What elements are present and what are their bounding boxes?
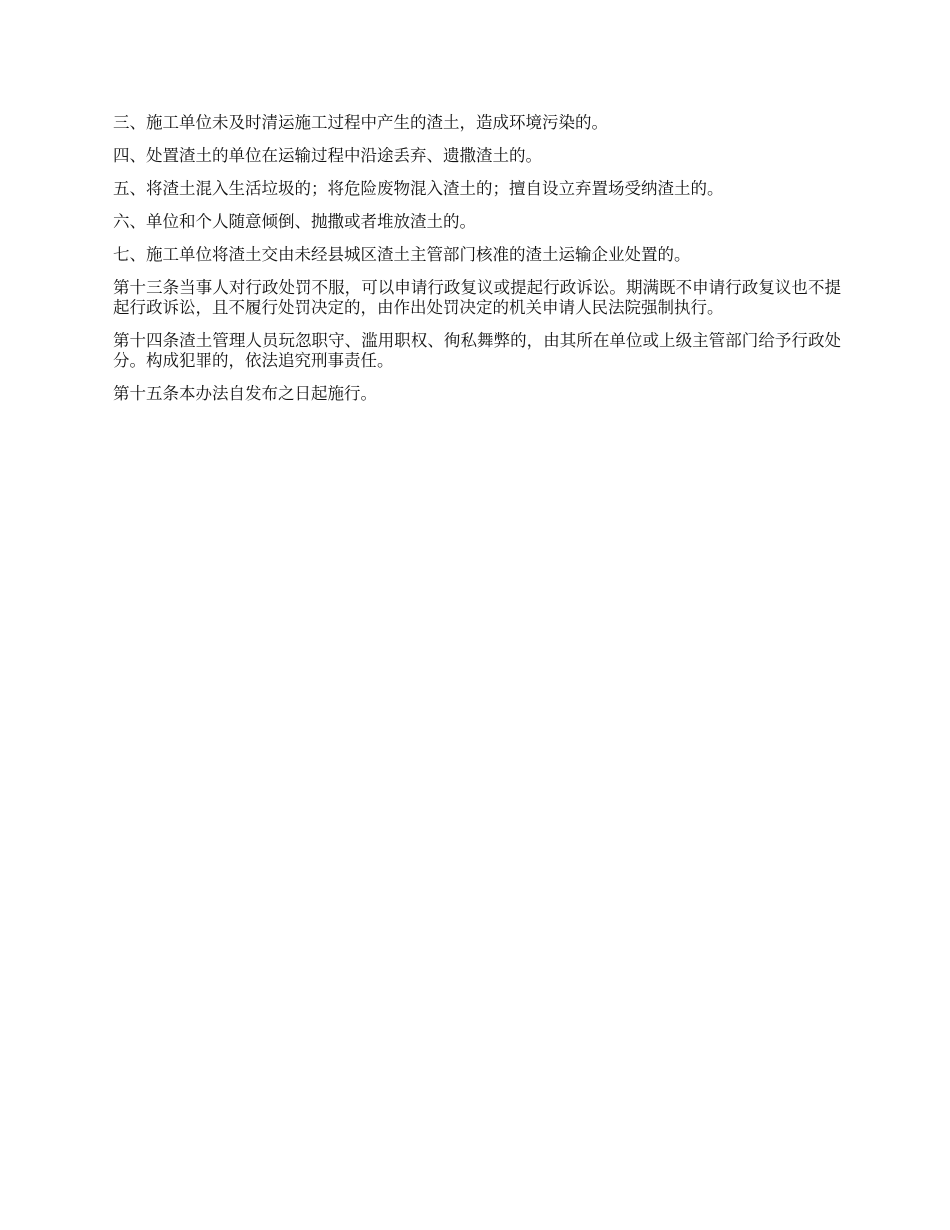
clause-item-4: 四、处置渣土的单位在运输过程中沿途丢弃、遗撒渣土的。 <box>113 146 542 165</box>
clause-item-6: 六、单位和个人随意倾倒、抛撒或者堆放渣土的。 <box>113 212 476 231</box>
article-15: 第十五条本办法自发布之日起施行。 <box>113 384 377 403</box>
document-body <box>113 113 841 417</box>
clause-item-5: 五、将渣土混入生活垃圾的；将危险废物混入渣土的；擅自设立弃置场受纳渣土的。 <box>113 179 724 198</box>
clause-item-3: 三、施工单位未及时清运施工过程中产生的渣土，造成环境污染的。 <box>113 113 608 132</box>
article-14: 第十四条渣土管理人员玩忽职守、滥用职权、徇私舞弊的，由其所在单位或上级主管部门给予行政处分。构成犯罪的，依法追究刑事责任。 <box>113 331 841 370</box>
clause-item-7: 七、施工单位将渣土交由未经县城区渣土主管部门核准的渣土运输企业处置的。 <box>113 245 691 264</box>
article-13: 第十三条当事人对行政处罚不服，可以申请行政复议或提起行政诉讼。期满既不申请行政复议也不提起行政诉讼，且不履行处罚决定的，由作出处罚决定的机关申请人民法院强制执行。 <box>113 278 841 317</box>
